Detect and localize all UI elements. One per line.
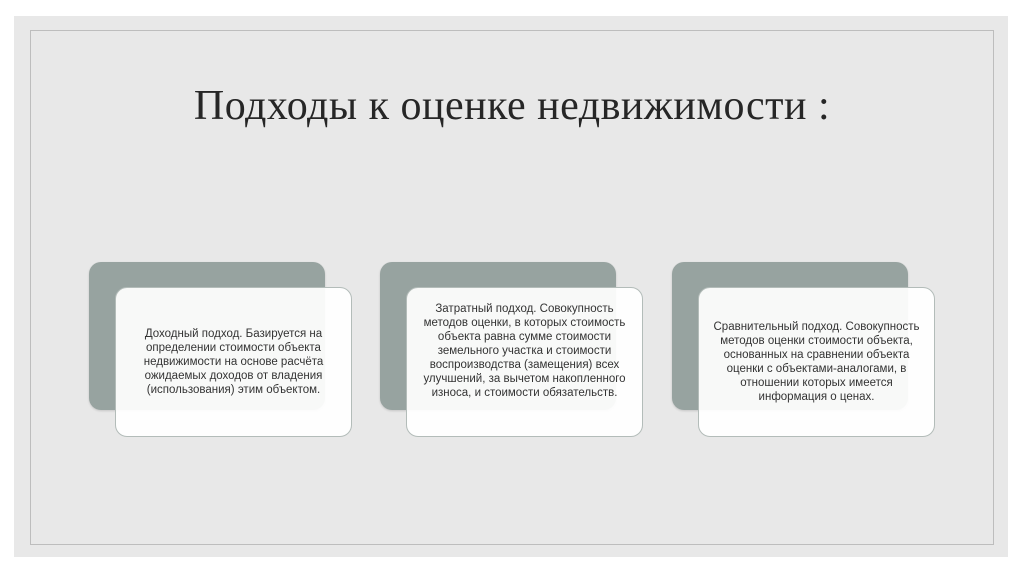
card-front-panel [698,287,935,437]
card-text: Затратный подход. Совокупность методов оценки, в которых стоимость объекта равна сумме стоимости земельного участка и стоимости воспроизводства (замещения) всех улучшений, за вычетом накопленного износа, и стоимости обязательств. [423,303,626,399]
card-cost-approach [380,262,645,438]
card-comparative-approach [672,262,937,438]
card-income-approach [89,262,354,438]
card-text: Сравнительный подход. Совокупность методов оценки стоимости объекта, основанных на сравнении объекта оценки с объектами-аналогами, в отношении которых имеется информация о ценах. [713,321,920,403]
slide-title: Подходы к оценке недвижимости : [193,83,831,129]
card-front-panel [115,287,352,437]
card-text: Доходный подход. Базируется на определении стоимости объекта недвижимости на основе расчёта ожидаемых доходов от владения (использования) этим объектом. [143,328,324,396]
card-front-panel [406,287,643,437]
